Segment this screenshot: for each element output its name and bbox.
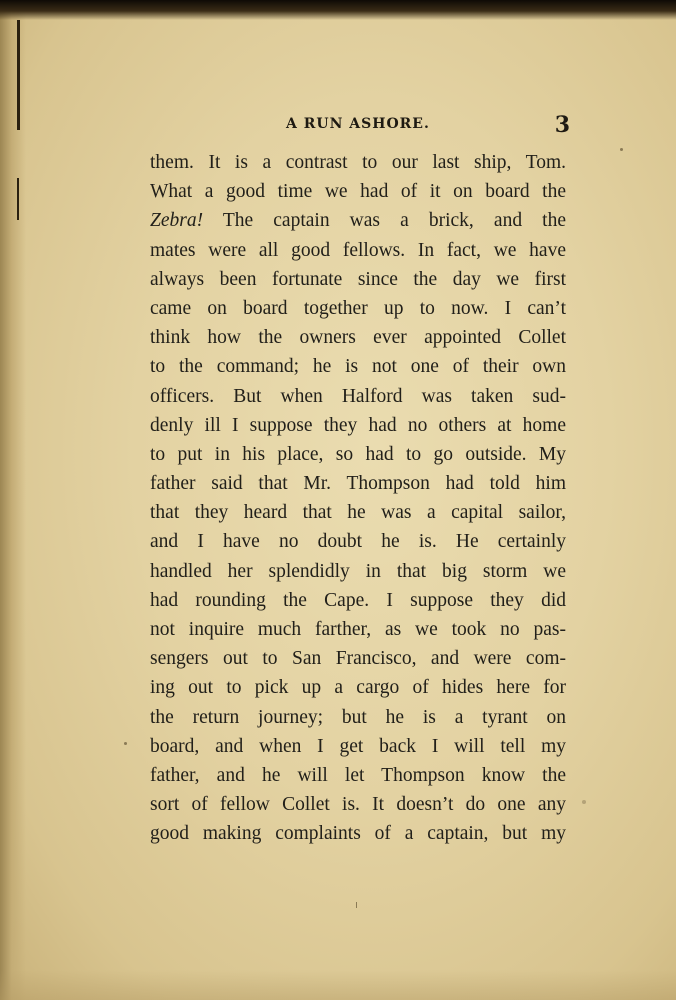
text-line: think how the owners ever appointed Collet (150, 327, 566, 349)
text-line: handled her splendidly in that big storm we (150, 560, 566, 582)
text-line: mates were all good fellows. In fact, we have (150, 239, 566, 261)
text-line: What a good time we had of it on board the (150, 181, 566, 203)
text-line: always been fortunate since the day we first (150, 268, 566, 290)
text-line: had rounding the Cape. I suppose they did (150, 589, 566, 611)
binding-mark (17, 178, 19, 220)
page-header (150, 112, 570, 138)
text-line: sort of fellow Collet is. It doesn’t do one any (150, 794, 566, 816)
body-text (150, 148, 566, 849)
text-line: good making complaints of a captain, but my (150, 823, 566, 845)
text-line: to the command; he is not one of their own (150, 356, 566, 378)
text-line-rest: The captain was a brick, and the (203, 210, 566, 232)
page-gutter-shadow (0, 0, 26, 1000)
text-line: ing out to pick up a cargo of hides here for (150, 677, 566, 699)
paper-speck (582, 800, 586, 804)
text-line (150, 206, 566, 235)
text-line: the return journey; but he is a tyrant on (150, 706, 566, 728)
binding-mark (17, 20, 20, 130)
text-line: them. It is a contrast to our last ship, Tom. (150, 152, 566, 173)
text-line: father said that Mr. Thompson had told him (150, 473, 566, 495)
paper-speck (124, 742, 127, 745)
page-number: 3 (554, 112, 570, 138)
text-line: that they heard that he was a capital sailor, (150, 502, 566, 524)
top-edge-shadow (0, 0, 676, 20)
paper-speck (356, 902, 357, 908)
ship-name: Zebra! (150, 210, 204, 232)
text-line: father, and he will let Thompson know the (150, 764, 566, 786)
text-line: to put in his place, so had to go outside. My (150, 443, 566, 465)
paper-speck (620, 148, 623, 151)
text-line: officers. But when Halford was taken sud- (150, 385, 566, 407)
running-head: A RUN ASHORE. (286, 116, 430, 132)
text-line: not inquire much farther, as we took no pas- (150, 619, 566, 640)
text-line: and I have no doubt he is. He certainly (150, 531, 566, 553)
bottom-edge-tint (0, 970, 676, 1000)
text-line: board, and when I get back I will tell my (150, 735, 566, 757)
text-line: sengers out to San Francisco, and were com- (150, 648, 566, 670)
text-line: denly ill I suppose they had no others at home (150, 414, 566, 436)
text-line: came on board together up to now. I can’t (150, 297, 566, 319)
